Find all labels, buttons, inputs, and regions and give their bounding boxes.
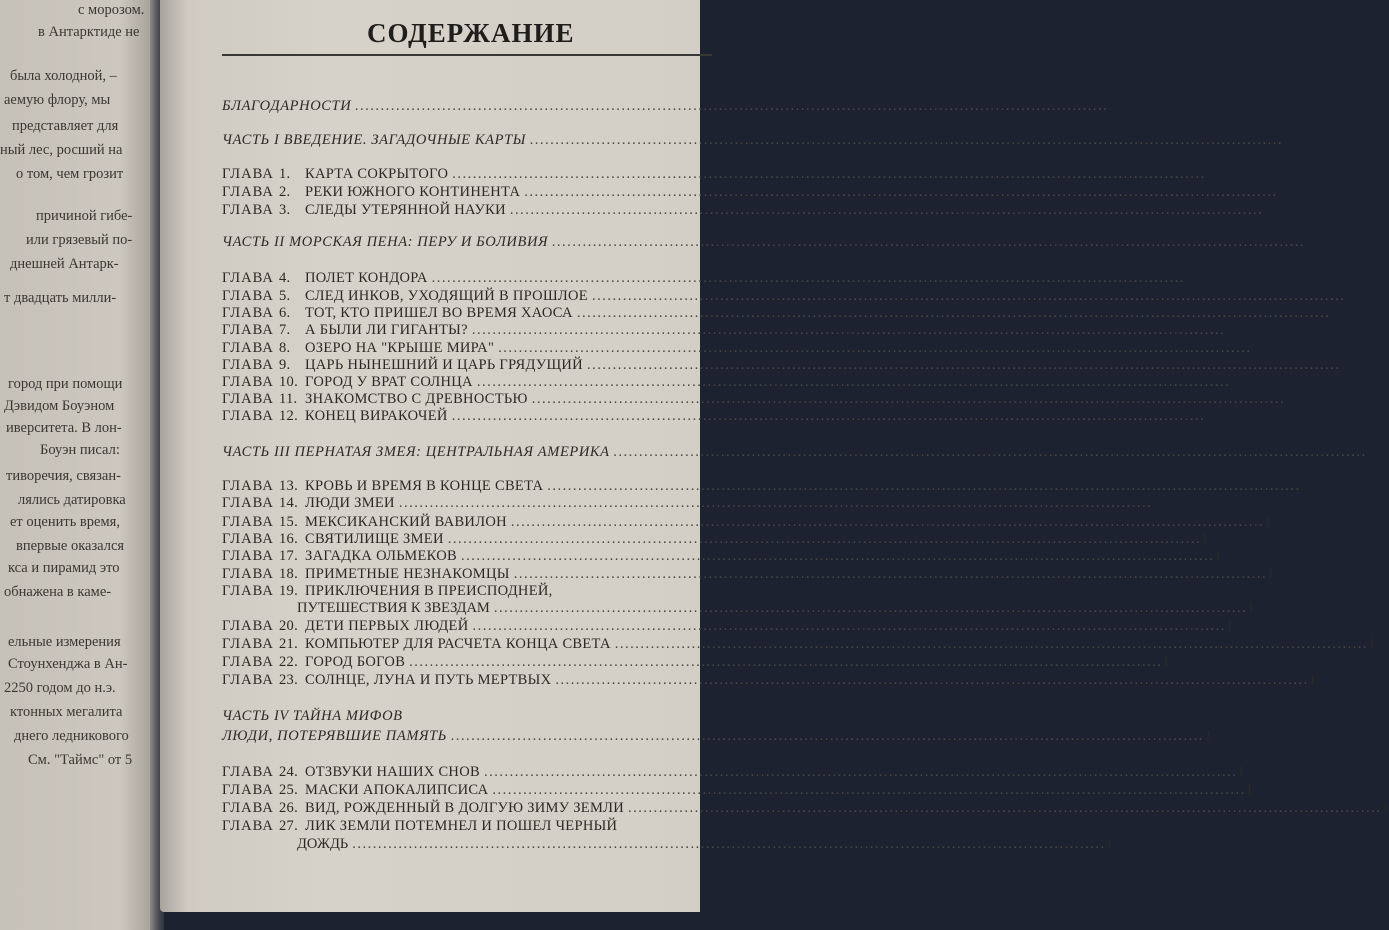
part-title: ЛЮДИ, ПОТЕРЯВШИЕ ПАМЯТЬ: [222, 728, 447, 744]
chapter-number: 5.: [279, 288, 291, 304]
chapter-label: ГЛАВА: [222, 495, 274, 511]
toc-part-heading: [222, 234, 1306, 251]
chapter-label: ГЛАВА: [222, 672, 274, 688]
left-page-text-line: днешней Антарк-: [10, 256, 119, 272]
leader-dots: ...................................................................................................................................................: [492, 782, 1246, 798]
leader-dots: ...................................................................................................................................................: [452, 166, 1206, 182]
left-page-text-line: о том, чем грозит: [16, 166, 124, 182]
page-title: СОДЕРЖАНИЕ: [367, 18, 575, 48]
page-number: 1: [1201, 531, 1209, 547]
part-title: ЧАСТЬ I ВВЕДЕНИЕ. ЗАГАДОЧНЫЕ КАРТЫ: [222, 132, 526, 148]
toc-chapter-title-group: [222, 548, 457, 565]
chapter-title: РЕКИ ЮЖНОГО КОНТИНЕНТА: [305, 184, 521, 200]
toc-chapter-title-group: [222, 818, 617, 835]
chapter-number: 7.: [279, 322, 291, 338]
toc-chapter-title-group: [222, 478, 543, 495]
toc-chapter-entry: [222, 818, 702, 835]
chapter-label: ГЛАВА: [222, 322, 274, 338]
chapter-label: ГЛАВА: [222, 340, 274, 356]
toc-chapter-entry: [222, 654, 1171, 671]
leader-dots: ...................................................................................................................................................: [555, 672, 1309, 688]
chapter-title: КОНЕЦ ВИРАКОЧЕЙ: [305, 408, 448, 424]
toc-entry-continuation: [297, 600, 1255, 617]
left-page-text-line: причиной гибе-: [36, 208, 133, 224]
leader-dots: ...................................................................................................................................................: [576, 305, 1331, 321]
chapter-label: ГЛАВА: [222, 357, 274, 373]
chapter-number: 21.: [279, 636, 299, 652]
toc-part-heading: [222, 98, 1109, 115]
toc-part-heading: [222, 444, 1367, 461]
toc-chapter-entry: [222, 672, 1317, 689]
title-rule: [222, 54, 712, 56]
page-number: 1: [1237, 764, 1245, 780]
toc-chapter-entry: [222, 548, 1222, 565]
chapter-title: ТОТ, КТО ПРИШЕЛ ВО ВРЕМЯ ХАОСА: [305, 305, 573, 321]
left-page-text-line: город при помощи: [8, 376, 123, 392]
leader-dots: ...................................................................................................................................................: [552, 234, 1306, 250]
chapter-number: 2.: [279, 184, 291, 200]
toc-chapter-title-group: [222, 270, 428, 287]
left-page-text-line: 2250 годом до н.э.: [4, 680, 116, 696]
toc-chapter-title-group: [222, 408, 448, 425]
chapter-label: ГЛАВА: [222, 654, 274, 670]
leader-dots: ...................................................................................................................................................: [472, 618, 1226, 634]
chapter-label: ГЛАВА: [222, 305, 274, 321]
chapter-label: ГЛАВА: [222, 636, 274, 652]
chapter-title: ПРИМЕТНЫЕ НЕЗНАКОМЦЫ: [305, 566, 510, 582]
chapter-title-continuation: ДОЖДЬ: [297, 836, 349, 852]
leader-dots: ...................................................................................................................................................: [510, 514, 1265, 530]
toc-part-heading: [222, 132, 1284, 149]
chapter-number: 11.: [279, 391, 298, 407]
leader-dots: ...................................................................................................................................................: [498, 340, 1252, 356]
leader-dots: ...................................................................................................................................................: [450, 728, 1205, 744]
toc-chapter-entry: [222, 618, 1234, 635]
left-page-text-line: ельные измерения: [8, 634, 121, 650]
left-page-text-line: с морозом.: [78, 2, 145, 18]
part-title: ЧАСТЬ III ПЕРНАТАЯ ЗМЕЯ: ЦЕНТРАЛЬНАЯ АМЕРИКА: [222, 444, 610, 460]
toc-chapter-title-group: [222, 288, 588, 305]
chapter-number: 19.: [279, 583, 299, 599]
chapter-title: ЦАРЬ НЫНЕШНИЙ И ЦАРЬ ГРЯДУЩИЙ: [305, 357, 583, 373]
toc-chapter-title-group: [222, 357, 583, 374]
chapter-label: ГЛАВА: [222, 548, 274, 564]
leader-dots: ...................................................................................................................................................: [447, 531, 1202, 547]
leader-dots: ...................................................................................................................................................: [409, 654, 1163, 670]
toc-chapter-entry: [222, 202, 1264, 219]
left-page-text-line: в Антарктиде не: [38, 24, 140, 40]
toc-chapter-entry: [222, 184, 1278, 201]
page-number: 1: [1267, 566, 1275, 582]
leader-dots: ...................................................................................................................................................: [493, 600, 1248, 616]
toc-chapter-title-group: [222, 583, 553, 600]
chapter-label: ГЛАВА: [222, 618, 274, 634]
toc-chapter-entry: [222, 391, 1286, 408]
toc-chapter-entry: [222, 782, 1254, 799]
toc-chapter-title-group: [222, 654, 405, 671]
page-number: 1: [1308, 672, 1317, 688]
chapter-number: 23.: [279, 672, 299, 688]
leader-dots: ...................................................................................................................................................: [471, 322, 1226, 338]
chapter-title: ОЗЕРО НА "КРЫШЕ МИРА": [305, 340, 495, 356]
chapter-title: МАСКИ АПОКАЛИПСИСА: [305, 782, 489, 798]
page-number: 1: [1264, 514, 1272, 530]
chapter-number: 27.: [279, 818, 299, 834]
chapter-title: ГОРОД У ВРАТ СОЛНЦА: [305, 374, 473, 390]
chapter-number: 3.: [279, 202, 291, 218]
chapter-label: ГЛАВА: [222, 374, 274, 390]
chapter-number: 25.: [279, 782, 299, 798]
toc-chapter-title-group: [222, 566, 510, 583]
chapter-number: 17.: [279, 548, 299, 564]
chapter-title: КОМПЬЮТЕР ДЛЯ РАСЧЕТА КОНЦА СВЕТА: [305, 636, 611, 652]
page-number: 1: [1105, 836, 1113, 852]
left-page-text-line: иверситета. В лон-: [6, 420, 122, 436]
leader-dots: ...................................................................................................................................................: [613, 444, 1367, 460]
chapter-title: СОЛНЦЕ, ЛУНА И ПУТЬ МЕРТВЫХ: [305, 672, 552, 688]
toc-chapter-entry: [222, 166, 1206, 183]
leader-dots: ...................................................................................................................................................: [461, 548, 1215, 564]
left-page-text-line: лялись датировка: [18, 492, 126, 508]
left-page-text-line: ный лес, росший на: [0, 142, 123, 158]
left-page-text-line: аемую флору, мы: [4, 92, 111, 108]
left-page-text-line: тиворечия, связан-: [6, 468, 121, 484]
chapter-label: ГЛАВА: [222, 514, 274, 530]
left-page-text-line: обнажена в каме-: [4, 584, 112, 600]
chapter-label: ГЛАВА: [222, 800, 274, 816]
toc-chapter-title-group: [222, 305, 573, 322]
leader-dots: ...................................................................................................................................................: [398, 495, 1153, 511]
chapter-title: СЛЕДЫ УТЕРЯННОЙ НАУКИ: [305, 202, 506, 218]
chapter-number: 22.: [279, 654, 299, 670]
toc-entry-continuation: [297, 836, 1113, 853]
toc-chapter-entry: [222, 322, 1226, 339]
leader-dots: ...................................................................................................................................................: [591, 288, 1346, 304]
page-number: 1: [1225, 618, 1234, 634]
toc-part-heading: [222, 728, 1213, 745]
left-page-text-line: была холодной, –: [10, 68, 117, 84]
toc-chapter-entry: [222, 305, 1331, 322]
page-number: 1: [1214, 548, 1222, 564]
chapter-label: ГЛАВА: [222, 566, 274, 582]
chapter-number: 12.: [279, 408, 299, 424]
toc-chapter-entry: [222, 764, 1245, 781]
chapter-number: 13.: [279, 478, 299, 494]
leader-dots: ...................................................................................................................................................: [513, 566, 1268, 582]
toc-chapter-title-group: [222, 782, 488, 799]
chapter-title: КРОВЬ И ВРЕМЯ В КОНЦЕ СВЕТА: [305, 478, 544, 494]
toc-chapter-title-group: [222, 184, 520, 201]
toc-chapter-entry: [222, 566, 1275, 583]
leader-dots: ...................................................................................................................................................: [431, 270, 1185, 286]
chapter-label: ГЛАВА: [222, 583, 274, 599]
toc-chapter-entry: [222, 357, 1341, 374]
chapter-label: ГЛАВА: [222, 202, 274, 218]
chapter-title: ДЕТИ ПЕРВЫХ ЛЮДЕЙ: [305, 618, 469, 634]
leader-dots: ...................................................................................................................................................: [509, 202, 1264, 218]
leader-dots: ...................................................................................................................................................: [531, 391, 1286, 407]
right-page: [160, 0, 1389, 912]
toc-chapter-entry: [222, 270, 1185, 287]
left-page-text-line: ктонных мегалита: [10, 704, 123, 720]
toc-chapter-title-group: [222, 322, 468, 339]
chapter-number: 1.: [279, 166, 291, 182]
toc-chapter-title-group: [222, 531, 444, 548]
leader-dots: ...................................................................................................................................................: [586, 357, 1341, 373]
toc-chapter-entry: [222, 583, 702, 600]
chapter-label: ГЛАВА: [222, 478, 274, 494]
chapter-title-continuation: ПУТЕШЕСТВИЯ К ЗВЕЗДАМ: [297, 600, 490, 616]
toc-chapter-title-group: [222, 374, 473, 391]
chapter-label: ГЛАВА: [222, 288, 274, 304]
toc-chapter-title-group: [222, 391, 528, 408]
toc-chapter-title-group: [222, 166, 448, 183]
toc-chapter-entry: [222, 374, 1231, 391]
chapter-title: ПОЛЕТ КОНДОРА: [305, 270, 428, 286]
left-page-text-line: или грязевый по-: [26, 232, 133, 248]
toc-chapter-entry: [222, 340, 1252, 357]
toc-chapter-title-group: [222, 202, 506, 219]
leader-dots: ...................................................................................................................................................: [547, 478, 1301, 494]
chapter-number: 8.: [279, 340, 291, 356]
left-page-text-line: Дэвидом Боуэном: [4, 398, 115, 414]
chapter-title: СВЯТИЛИЩЕ ЗМЕИ: [305, 531, 444, 547]
toc-chapter-entry: [222, 478, 1301, 495]
left-page-text-line: Боуэн писал:: [40, 442, 120, 458]
chapter-number: 4.: [279, 270, 291, 286]
chapter-label: ГЛАВА: [222, 391, 274, 407]
chapter-label: ГЛАВА: [222, 764, 274, 780]
leader-dots: ...................................................................................................................................................: [483, 764, 1238, 780]
chapter-number: 24.: [279, 764, 299, 780]
leader-dots: ...................................................................................................................................................: [530, 132, 1284, 148]
toc-chapter-entry: [222, 531, 1209, 548]
chapter-number: 15.: [279, 514, 299, 530]
page-number: 1: [1162, 654, 1171, 670]
toc-chapter-title-group: [222, 800, 624, 817]
chapter-number: 6.: [279, 305, 291, 321]
chapter-label: ГЛАВА: [222, 270, 274, 286]
chapter-number: 20.: [279, 618, 299, 634]
toc-chapter-title-group: [222, 636, 611, 653]
chapter-number: 18.: [279, 566, 299, 582]
chapter-label: ГЛАВА: [222, 531, 274, 547]
page-number: 1: [1368, 636, 1376, 652]
left-page-text-line: Стоунхенджа в Ан-: [8, 656, 128, 672]
chapter-title: А БЫЛИ ЛИ ГИГАНТЫ?: [305, 322, 468, 338]
toc-chapter-entry: [222, 514, 1272, 531]
left-page-text-line: днего ледникового: [14, 728, 129, 744]
chapter-title: СЛЕД ИНКОВ, УХОДЯЩИЙ В ПРОШЛОЕ: [305, 288, 588, 304]
chapter-title: ГОРОД БОГОВ: [305, 654, 406, 670]
toc-chapter-title-group: [222, 340, 494, 357]
toc-chapter-entry: [222, 800, 1389, 817]
toc-chapter-entry: [222, 495, 1153, 512]
leader-dots: ...................................................................................................................................................: [614, 636, 1369, 652]
chapter-title: ОТЗВУКИ НАШИХ СНОВ: [305, 764, 480, 780]
chapter-number: 9.: [279, 357, 291, 373]
toc-chapter-title-group: [222, 514, 507, 531]
page-number: 1: [1381, 800, 1389, 816]
chapter-title: ВИД, РОЖДЕННЫЙ В ДОЛГУЮ ЗИМУ ЗЕМЛИ: [305, 800, 625, 816]
part-title: БЛАГОДАРНОСТИ: [222, 98, 352, 114]
toc-chapter-title-group: [222, 618, 468, 635]
leader-dots: ...................................................................................................................................................: [524, 184, 1278, 200]
leader-dots: ...................................................................................................................................................: [476, 374, 1231, 390]
left-page-text-line: ет оценить время,: [10, 514, 120, 530]
chapter-number: 14.: [279, 495, 299, 511]
leader-dots: ...................................................................................................................................................: [352, 836, 1106, 852]
left-page-text-line: См. "Таймс" от 5: [28, 752, 133, 768]
chapter-number: 16.: [279, 531, 299, 547]
chapter-number: 10.: [279, 374, 299, 390]
chapter-title: ЗАГАДКА ОЛЬМЕКОВ: [305, 548, 458, 564]
toc-chapter-title-group: [222, 672, 551, 689]
chapter-label: ГЛАВА: [222, 408, 274, 424]
page-number: 1: [1247, 600, 1255, 616]
chapter-title: ПРИКЛЮЧЕНИЯ В ПРЕИСПОДНЕЙ,: [305, 583, 553, 599]
chapter-label: ГЛАВА: [222, 818, 274, 834]
toc-chapter-entry: [222, 288, 1346, 305]
chapter-label: ГЛАВА: [222, 184, 274, 200]
toc-chapter-title-group: [222, 764, 480, 781]
toc-chapter-entry: [222, 408, 1206, 425]
left-page-text-line: представляет для: [12, 118, 119, 134]
left-page-text-line: т двадцать милли-: [4, 290, 117, 306]
left-page-text-line: кса и пирамид это: [8, 560, 120, 576]
chapter-label: ГЛАВА: [222, 166, 274, 182]
toc-chapter-title-group: [222, 495, 395, 512]
page-number: 1: [1204, 728, 1213, 744]
chapter-label: ГЛАВА: [222, 782, 274, 798]
leader-dots: ...................................................................................................................................................: [451, 408, 1206, 424]
leader-dots: ...................................................................................................................................................: [355, 98, 1109, 114]
chapter-title: КАРТА СОКРЫТОГО: [305, 166, 449, 182]
leader-dots: ...................................................................................................................................................: [628, 800, 1382, 816]
chapter-title: ЗНАКОМСТВО С ДРЕВНОСТЬЮ: [305, 391, 528, 407]
toc-part-heading: [222, 708, 702, 725]
chapter-title: МЕКСИКАНСКИЙ ВАВИЛОН: [305, 514, 507, 530]
chapter-title: ЛЮДИ ЗМЕИ: [305, 495, 395, 511]
left-page: [0, 0, 150, 930]
part-title: ЧАСТЬ II МОРСКАЯ ПЕНА: ПЕРУ И БОЛИВИЯ: [222, 234, 549, 250]
left-page-text-line: впервые оказался: [16, 538, 125, 554]
toc-chapter-entry: [222, 636, 1376, 653]
part-title: ЧАСТЬ IV ТАЙНА МИФОВ: [222, 708, 403, 724]
chapter-number: 26.: [279, 800, 299, 816]
chapter-title: ЛИК ЗЕМЛИ ПОТЕМНЕЛ И ПОШЕЛ ЧЕРНЫЙ: [305, 818, 618, 834]
page-number: 1: [1245, 782, 1254, 798]
